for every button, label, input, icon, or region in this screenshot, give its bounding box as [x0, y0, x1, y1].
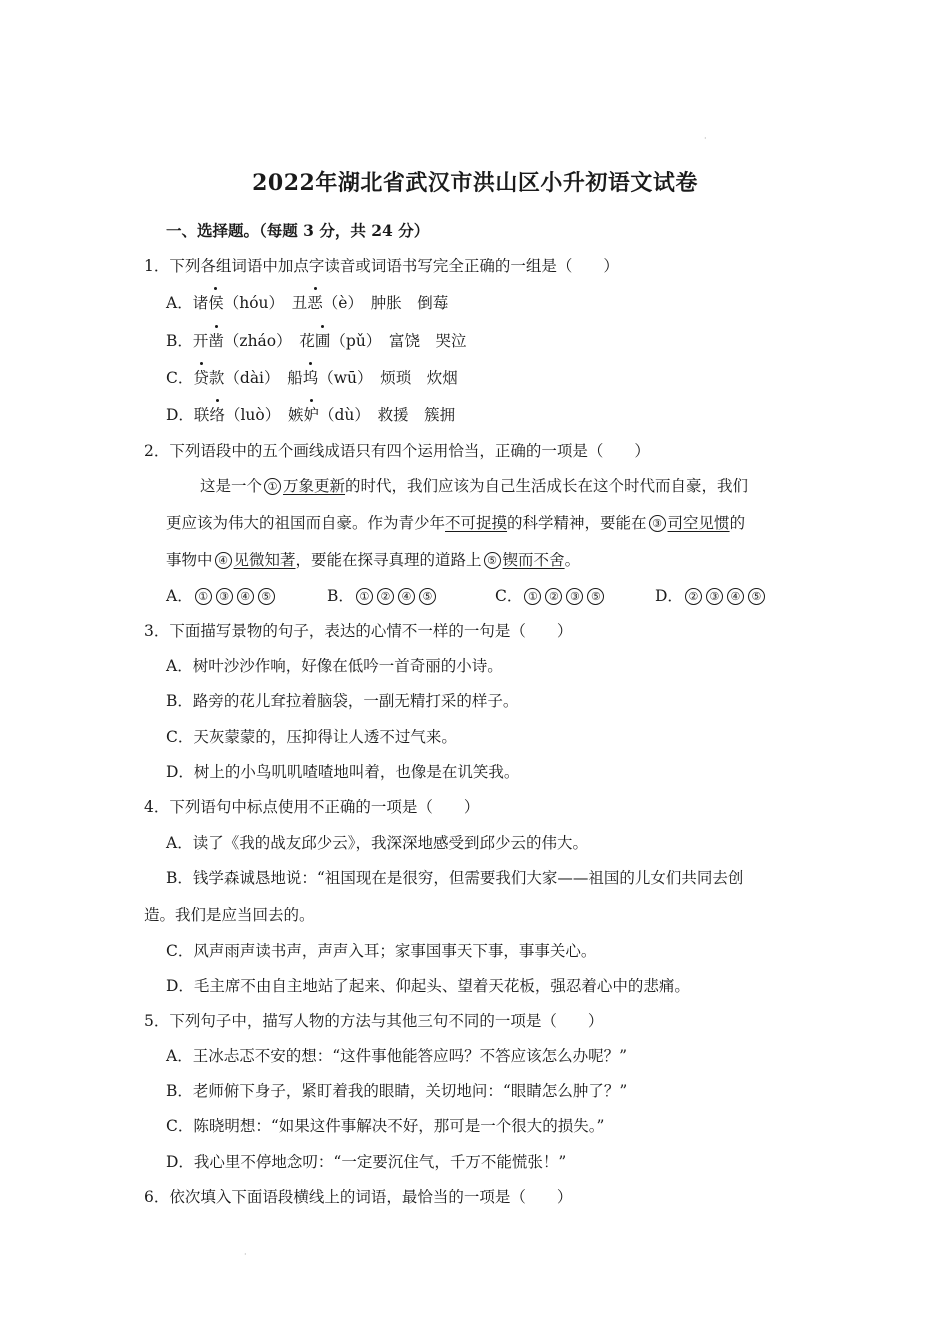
circled-number: ③ [649, 515, 666, 532]
page-title: 2022年湖北省武汉市洪山区小升初语文试卷 [252, 170, 698, 196]
q2-passage-line-1 [200, 475, 748, 497]
footer-mark: · [244, 1250, 247, 1259]
option-text: D．联 [166, 406, 210, 424]
q3-option-c[interactable]: C．天灰蒙蒙的，压抑得让人透不过气来。 [166, 728, 457, 746]
q5-option-c[interactable]: C．陈晓明想：“如果这件事解决不好，那可是一个很大的损失。” [166, 1117, 605, 1135]
option-text: （dù） 救援 簇拥 [319, 406, 456, 424]
q2-option-c[interactable] [495, 585, 606, 607]
option-text: （è） 肿胀 倒莓 [322, 294, 449, 312]
circled-number: ④ [237, 588, 254, 605]
q1-option-d[interactable] [166, 404, 455, 426]
q4-option-c[interactable]: C．风声雨声读书声，声声入耳；家事国事天下事，事事关心。 [166, 942, 597, 960]
q3-option-b[interactable]: B．路旁的花儿耷拉着脑袋，一副无精打采的样子。 [166, 692, 519, 710]
q5-option-b[interactable]: B．老师俯下身子，紧盯着我的眼睛，关切地问：“眼睛怎么肿了？” [166, 1082, 628, 1100]
q1-option-a[interactable] [166, 292, 448, 314]
passage-text: 的 [729, 514, 746, 532]
underlined-idiom: 不可捉摸 [445, 514, 508, 532]
corner-mark: · [704, 134, 707, 143]
passage-text: 这是一个 [200, 477, 263, 495]
circled-number: ② [377, 588, 394, 605]
circled-number: ③ [566, 588, 583, 605]
circled-number: ① [356, 588, 373, 605]
circled-number: ⑤ [484, 552, 501, 569]
dotted-char: 妒 [303, 406, 319, 424]
dotted-char: 恶 [307, 294, 323, 312]
underlined-idiom: 见微知著 [233, 551, 296, 569]
circled-number: ③ [706, 588, 723, 605]
option-label: D． [655, 587, 683, 605]
question-1-stem: 1．下列各组词语中加点字读音或词语书写完全正确的一组是（ ） [144, 257, 619, 275]
underlined-idiom: 万象更新 [283, 477, 346, 495]
dotted-char: 侯 [208, 294, 224, 312]
option-text: A．诸 [166, 294, 209, 312]
circled-number: ⑤ [587, 588, 604, 605]
question-5-stem: 5．下列句子中，描写人物的方法与其他三句不同的一项是（ ） [144, 1012, 604, 1030]
question-6-stem: 6．依次填入下面语段横线上的词语，最恰当的一项是（ ） [144, 1188, 573, 1206]
circled-number: ④ [215, 552, 232, 569]
q2-passage-line-2 [166, 512, 745, 534]
circled-number: ② [685, 588, 702, 605]
option-text: （zháo） 花 [223, 332, 315, 350]
q4-option-b-line-2[interactable]: 造。我们是应当回去的。 [144, 906, 315, 924]
underlined-idiom: 司空见惯 [667, 514, 730, 532]
q2-option-b[interactable] [327, 585, 438, 607]
dotted-char: 络 [209, 406, 225, 424]
q2-option-a[interactable] [166, 585, 277, 607]
option-text: （luò） 嫉 [224, 406, 304, 424]
passage-text: 事物中 [166, 551, 213, 569]
q3-option-a[interactable]: A．树叶沙沙作响，好像在低吟一首奇丽的小诗。 [166, 657, 503, 675]
q4-option-d[interactable]: D．毛主席不由自主地站了起来、仰起头、望着天花板，强忍着心中的悲痛。 [166, 977, 690, 995]
circled-number: ⑤ [419, 588, 436, 605]
q2-passage-line-3 [166, 549, 580, 571]
q2-option-d[interactable] [655, 585, 767, 607]
q3-option-d[interactable]: D．树上的小鸟叽叽喳喳地叫着，也像是在讥笑我。 [166, 763, 520, 781]
option-text: 款（dài） 船 [208, 369, 303, 387]
option-text: （wū） 烦琐 炊烟 [318, 369, 458, 387]
option-text: C． [166, 369, 194, 387]
circled-number: ① [264, 478, 281, 495]
question-2-stem: 2．下列语段中的五个画线成语只有四个运用恰当，正确的一项是（ ） [144, 442, 650, 460]
dotted-char: 贷 [193, 369, 209, 387]
question-3-stem: 3．下面描写景物的句子，表达的心情不一样的一句是（ ） [144, 622, 573, 640]
circled-number: ⑤ [748, 588, 765, 605]
circled-number: ⑤ [258, 588, 275, 605]
circled-number: ④ [398, 588, 415, 605]
passage-text: 更应该为伟大的祖国而自豪。作为青少年 [166, 514, 446, 532]
circled-number: ① [524, 588, 541, 605]
circled-number: ② [545, 588, 562, 605]
underlined-idiom: 锲而不舍 [502, 551, 565, 569]
q4-option-a[interactable]: A．读了《我的战友邱少云》，我深深地感受到邱少云的伟大。 [166, 834, 588, 852]
question-4-stem: 4．下列语句中标点使用不正确的一项是（ ） [144, 798, 480, 816]
section-heading: 一、选择题。（每题 3 分，共 24 分） [166, 221, 430, 240]
circled-number: ① [195, 588, 212, 605]
option-text: （hóu） 丑 [223, 294, 308, 312]
passage-text: 的科学精神，要能在 [507, 514, 647, 532]
dotted-char: 坞 [302, 369, 319, 387]
option-label: A． [166, 587, 193, 605]
passage-text: ，要能在探寻真理的道路上 [295, 551, 482, 569]
dotted-char: 凿 [208, 332, 224, 350]
option-text: （pǔ） 富饶 哭泣 [330, 332, 467, 350]
circled-number: ③ [216, 588, 233, 605]
q1-option-b[interactable] [166, 330, 467, 352]
circled-number: ④ [727, 588, 744, 605]
option-text: B．开 [166, 332, 209, 350]
q4-option-b-line-1[interactable]: B．钱学森诚恳地说：“祖国现在是很穷，但需要我们大家——祖国的儿女们共同去创 [166, 869, 744, 887]
passage-text: 的时代，我们应该为自己生活成长在这个时代而自豪，我们 [345, 477, 749, 495]
passage-text: 。 [564, 551, 581, 569]
option-label: C． [495, 587, 523, 605]
dotted-char: 圃 [314, 332, 331, 350]
q1-option-c[interactable] [166, 367, 458, 389]
q5-option-a[interactable]: A．王冰忐忑不安的想：“这件事他能答应吗？不答应该怎么办呢？” [166, 1047, 628, 1065]
option-label: B． [327, 587, 354, 605]
q5-option-d[interactable]: D．我心里不停地念叨：“一定要沉住气，千万不能慌张！” [166, 1153, 567, 1171]
